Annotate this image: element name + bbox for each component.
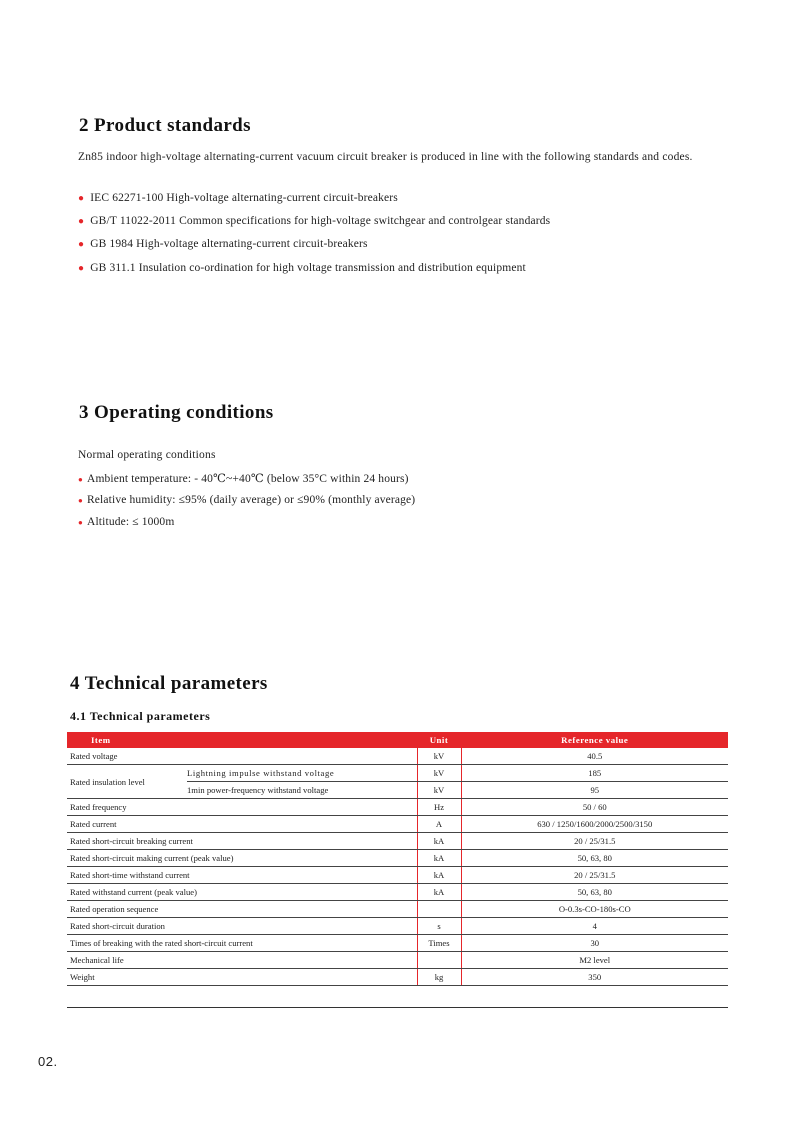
row-item: Rated operation sequence (67, 901, 417, 918)
table-header-row (67, 732, 728, 748)
column-header-unit: Unit (417, 732, 461, 748)
column-header-reference-value: Reference value (461, 732, 728, 748)
row-value: 20 / 25/31.5 (461, 867, 728, 884)
row-unit: Times (417, 935, 461, 952)
bullet-dot-icon: ● (78, 475, 83, 484)
table-row (67, 935, 728, 952)
table-row (67, 850, 728, 867)
row-unit: kA (417, 867, 461, 884)
section-4-title: 4 Technical parameters (70, 673, 268, 694)
row-sub-item: 1min power-frequency withstand voltage (187, 782, 417, 799)
row-item: Rated frequency (67, 799, 417, 816)
row-item: Rated current (67, 816, 417, 833)
row-unit: kg (417, 969, 461, 986)
table-row (67, 799, 728, 816)
bullet-dot-icon: ● (78, 263, 85, 274)
row-unit: s (417, 918, 461, 935)
row-value: 20 / 25/31.5 (461, 833, 728, 850)
row-unit: kA (417, 850, 461, 867)
row-value: 50, 63, 80 (461, 884, 728, 901)
table-end-divider (67, 1007, 728, 1008)
row-item: Rated voltage (67, 748, 417, 765)
bullet-dot-icon: ● (78, 239, 85, 250)
table-row (67, 867, 728, 884)
section-3-title: 3 Operating conditions (79, 402, 274, 423)
bullet-dot-icon: ● (78, 193, 85, 204)
row-value: 50 / 60 (461, 799, 728, 816)
table-row (67, 952, 728, 969)
row-unit: kV (417, 782, 461, 799)
row-value: 4 (461, 918, 728, 935)
list-item: ● GB/T 11022-2011 Common specifications for high-voltage switchgear and controlgear standards (78, 215, 551, 227)
technical-parameters-table (67, 732, 728, 986)
bullet-dot-icon: ● (78, 518, 83, 527)
row-unit: kV (417, 765, 461, 782)
bullet-dot-icon: ● (78, 216, 85, 227)
row-value: O-0.3s-CO-180s-CO (461, 901, 728, 918)
row-unit: kA (417, 884, 461, 901)
row-value: M2 level (461, 952, 728, 969)
table-row (67, 918, 728, 935)
row-item: Rated short-circuit making current (peak value) (67, 850, 417, 867)
row-item: Rated short-time withstand current (67, 867, 417, 884)
table-row (67, 748, 728, 765)
row-unit: A (417, 816, 461, 833)
page-number: 02. (38, 1054, 58, 1069)
table-row (67, 969, 728, 986)
row-item: Rated withstand current (peak value) (67, 884, 417, 901)
section-4-subtitle: 4.1 Technical parameters (70, 709, 211, 723)
table-row (67, 765, 728, 782)
list-item: ● IEC 62271-100 High-voltage alternating-current circuit-breakers (78, 192, 398, 204)
row-value: 185 (461, 765, 728, 782)
row-unit: kA (417, 833, 461, 850)
row-item: Rated short-circuit breaking current (67, 833, 417, 850)
list-item: ● Relative humidity: ≤95% (daily average) or ≤90% (monthly average) (78, 494, 416, 506)
section-2-title: 2 Product standards (79, 115, 251, 136)
list-item: ● GB 311.1 Insulation co-ordination for high voltage transmission and distribution equipment (78, 262, 526, 274)
table-row (67, 901, 728, 918)
row-value: 50, 63, 80 (461, 850, 728, 867)
row-unit (417, 901, 461, 918)
row-item: Times of breaking with the rated short-circuit current (67, 935, 417, 952)
table-row (67, 816, 728, 833)
row-unit: kV (417, 748, 461, 765)
row-value: 40.5 (461, 748, 728, 765)
bullet-dot-icon: ● (78, 496, 83, 505)
row-item: Rated short-circuit duration (67, 918, 417, 935)
table-row (67, 833, 728, 850)
section-2-intro: Zn85 indoor high-voltage alternating-current vacuum circuit breaker is produced in line with the following standards and codes. (78, 151, 693, 163)
row-sub-item: Lightning impulse withstand voltage (187, 765, 417, 782)
row-unit (417, 952, 461, 969)
row-value: 30 (461, 935, 728, 952)
list-item: ● Altitude: ≤ 1000m (78, 516, 175, 528)
column-header-item: Item (67, 732, 417, 748)
table-row (67, 884, 728, 901)
row-value: 350 (461, 969, 728, 986)
row-value: 95 (461, 782, 728, 799)
row-unit: Hz (417, 799, 461, 816)
list-item: ● GB 1984 High-voltage alternating-current circuit-breakers (78, 238, 368, 250)
list-item: ● Ambient temperature: - 40℃~+40℃ (below 35°C within 24 hours) (78, 473, 409, 485)
row-item: Weight (67, 969, 417, 986)
row-value: 630 / 1250/1600/2000/2500/3150 (461, 816, 728, 833)
row-item: Mechanical life (67, 952, 417, 969)
section-3-subtitle: Normal operating conditions (78, 449, 216, 461)
row-item: Rated insulation level (67, 765, 187, 799)
